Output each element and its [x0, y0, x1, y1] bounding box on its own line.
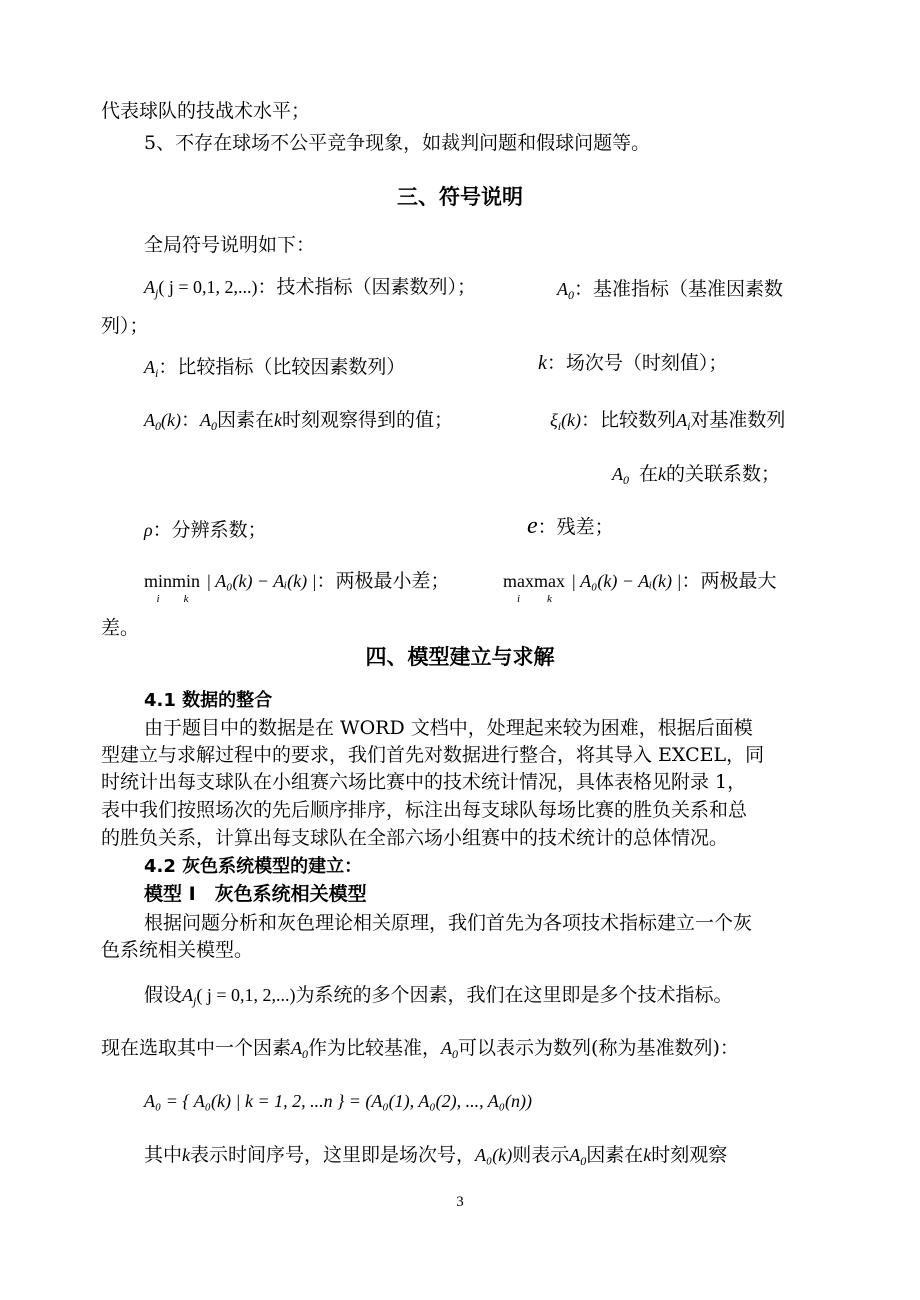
text: 因素在 [586, 1144, 644, 1166]
symbol-Aj: A [182, 985, 194, 1005]
max-text: max [503, 571, 534, 591]
paragraph-line: 代表球队的技战术水平； [101, 100, 311, 122]
symbol-row [550, 408, 785, 438]
symbol-desc: ：两极最小差； [316, 570, 450, 592]
max-operator [534, 569, 565, 605]
min-operator [144, 569, 173, 605]
symbol-desc: ：基准指标（基准因素数 [574, 278, 784, 300]
symbol-k: k [182, 1145, 191, 1165]
symbol-row [144, 275, 476, 305]
symbol-Ai: A [676, 410, 688, 430]
text: 时刻观察 [651, 1144, 728, 1166]
assumption-5: 5、不存在球场不公平竞争现象，如裁判问题和假球问题等。 [144, 132, 651, 154]
text: 则表示 [512, 1144, 570, 1166]
symbol-A0: A [200, 410, 211, 430]
paragraph-line: 根据问题分析和灰色理论相关原理，我们首先为各项技术指标建立一个灰 [144, 912, 753, 934]
subscript: 0 [155, 419, 161, 433]
text: 可以表示为数列(称为基准数列)： [458, 1037, 739, 1059]
paragraph-line: 色系统相关模型。 [101, 939, 254, 961]
symbol-desc-continued [612, 462, 780, 492]
min-operator [172, 569, 201, 605]
symbol-desc: ：两极最大 [681, 570, 777, 592]
subsection-heading-4-1: 4.1 数据的整合 [144, 690, 273, 711]
symbol-e: e [527, 513, 538, 539]
symbol-A0: A [569, 1145, 581, 1165]
subscript: 0 [568, 288, 574, 302]
max-operator [503, 569, 534, 605]
symbol-desc: 在 [639, 463, 659, 485]
symbol-desc: 因素在 [217, 409, 275, 431]
symbol-k: k [538, 352, 547, 374]
argument: (k) [161, 410, 181, 430]
text: 假设 [144, 984, 183, 1006]
index-range: ( j = 0,1, 2,...) [196, 985, 296, 1005]
index-i: i [156, 593, 160, 605]
symbol-rho: ρ [144, 520, 153, 540]
symbol-desc: ：残差； [537, 516, 614, 538]
subscript: i [155, 366, 159, 380]
symbols-intro: 全局符号说明如下： [144, 234, 316, 256]
index-k: k [183, 593, 189, 605]
symbol-desc: ：分辨系数； [152, 519, 267, 541]
symbol-A0: A [612, 464, 623, 484]
symbol-desc-continued: 列）； [101, 315, 149, 337]
model-heading: 模型 I 灰色系统相关模型 [144, 883, 367, 905]
symbol-k: k [643, 1145, 652, 1165]
text: 现在选取其中一个因素 [101, 1037, 292, 1059]
abs-difference: | A₀(k) − Aᵢ(k) | [206, 571, 317, 591]
symbol-xi: ξ [550, 410, 558, 430]
subscript: 0 [452, 1047, 459, 1061]
subscript: i [687, 419, 691, 433]
subscript: 0 [302, 1047, 309, 1061]
symbol-Ai: A [144, 357, 155, 377]
symbol-Aj: A [144, 277, 155, 297]
symbol-desc: ：比较指标（比较因素数列） [158, 356, 406, 378]
symbol-A0k: A₀(k) [475, 1145, 513, 1165]
argument: (k) [561, 410, 582, 430]
subscript: j [193, 994, 197, 1008]
paragraph-line [144, 983, 733, 1013]
index-i: i [516, 593, 521, 605]
symbol-desc: 对基准数列 [690, 409, 786, 431]
paragraph-line [144, 1143, 727, 1173]
paragraph-line: 表中我们按照场次的先后顺序排序，标注出每支球队每场比赛的胜负关系和总 [101, 799, 748, 821]
paragraph-line: 由于题目中的数据是在 WORD 文档中，处理起来较为困难，根据后面模 [144, 717, 753, 739]
page-number: 3 [456, 1194, 464, 1210]
symbol-A0: A [441, 1038, 453, 1058]
symbol-k: k [658, 464, 667, 484]
symbol-A0: A [291, 1038, 303, 1058]
symbol-row [144, 408, 453, 438]
min-text: min [172, 571, 201, 591]
subscript: j [155, 286, 159, 300]
symbol-row [503, 569, 777, 605]
symbol-desc: 的关联系数； [666, 463, 781, 485]
subscript: 0 [211, 419, 217, 433]
symbol-row [144, 355, 405, 385]
abs-difference: | A₀(k) − Aᵢ(k) | [571, 571, 682, 591]
text: 表示时间序号，这里即是场次号， [190, 1144, 476, 1166]
symbol-desc-continued: 差。 [101, 617, 140, 639]
subscript: 0 [623, 473, 629, 487]
subscript: i [557, 419, 562, 433]
paragraph-line: 的胜负关系，计算出每支球队在全部六场小组赛中的技术统计的总体情况。 [101, 827, 729, 849]
paragraph-line: 时统计出每支球队在小组赛六场比赛中的技术统计情况，具体表格见附录 1， [101, 771, 747, 793]
section-heading-symbols: 三、符号说明 [397, 185, 523, 209]
symbol-row [557, 277, 783, 307]
paragraph-line: 型建立与求解过程中的要求，我们首先对数据进行整合，将其导入 EXCEL，同 [101, 744, 765, 766]
index-k: k [547, 593, 552, 605]
paragraph-line [101, 1036, 739, 1066]
symbol-desc: ：比较数列 [581, 409, 677, 431]
subsection-heading-4-2: 4.2 灰色系统模型的建立： [144, 856, 363, 877]
text: 作为比较基准， [308, 1037, 442, 1059]
colon: ： [180, 409, 200, 431]
symbol-desc: ：技术指标（因素数列）； [257, 276, 476, 298]
index-range: ( j = 0,1, 2,...) [158, 277, 258, 297]
symbol-row [144, 569, 450, 605]
equation-base-sequence: A₀ = { A₀(k) | k = 1, 2, ...n } = (A₀(1), A₀(2), ..., A₀(n)) [144, 1091, 532, 1111]
symbol-desc: 时刻观察得到的值； [282, 409, 454, 431]
symbol-row [538, 351, 727, 375]
text: 为系统的多个因素，我们在这里即是多个技术指标。 [295, 984, 733, 1006]
text: 其中 [144, 1144, 183, 1166]
max-text: max [534, 571, 565, 591]
symbol-k: k [274, 410, 283, 430]
symbol-A0k: A [144, 410, 155, 430]
section-heading-model: 四、模型建立与求解 [365, 645, 555, 669]
symbol-desc: ：场次号（时刻值）； [546, 352, 728, 374]
symbol-A0: A [557, 279, 568, 299]
subscript: 0 [580, 1154, 587, 1168]
min-text: min [144, 571, 173, 591]
symbol-row [527, 514, 614, 539]
symbol-row [144, 518, 267, 542]
